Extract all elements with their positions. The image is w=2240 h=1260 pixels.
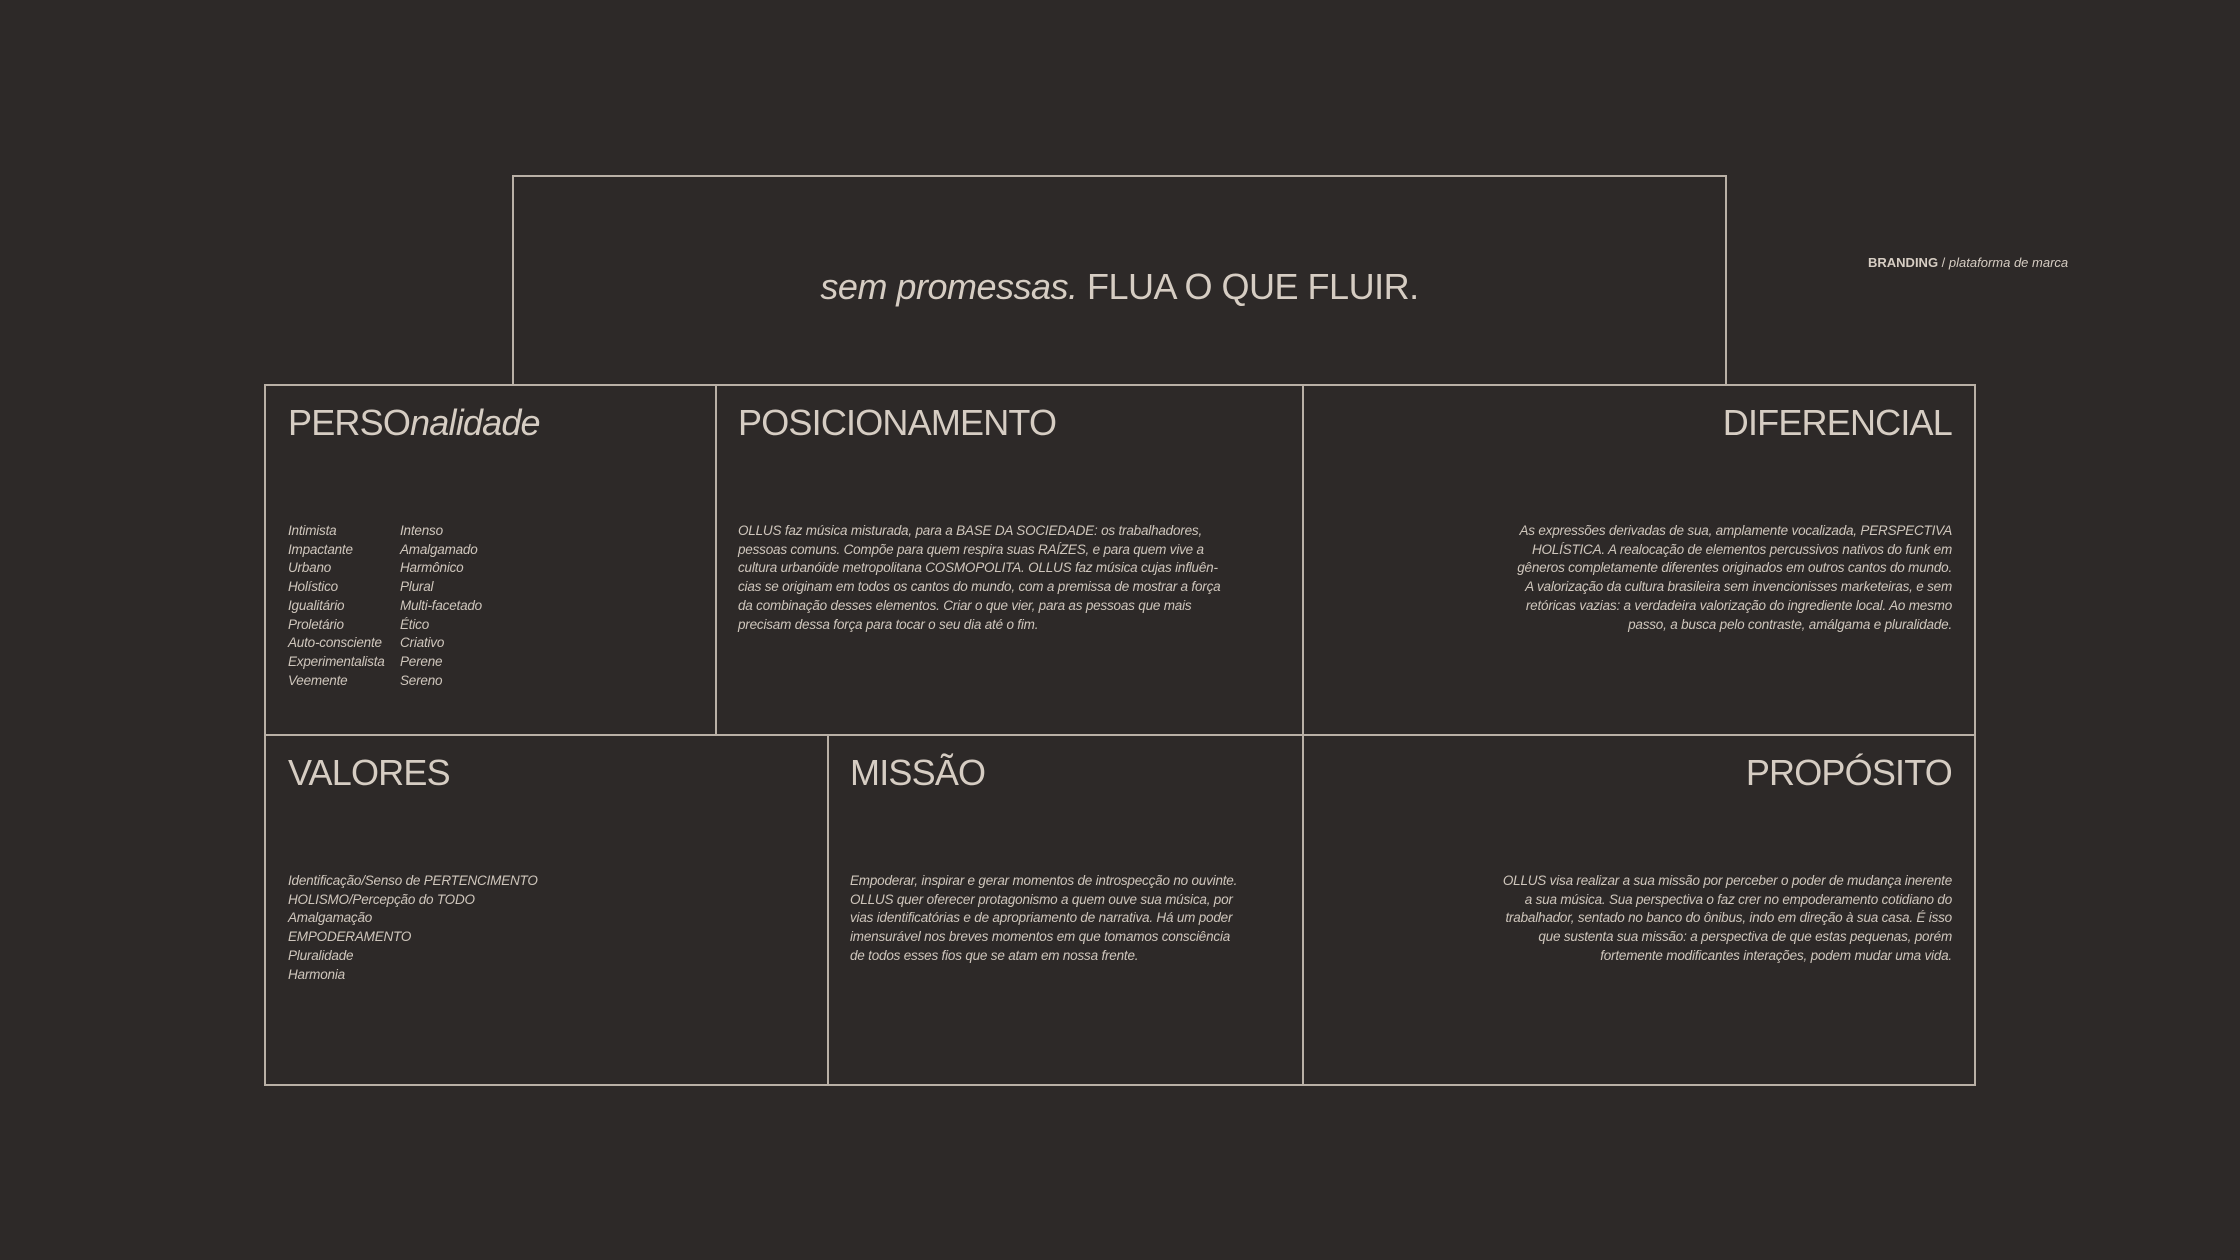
personality-trait: Holístico — [288, 579, 338, 595]
text-line: Empoderar, inspirar e gerar momentos de introspecção no ouvinte. — [850, 873, 1238, 888]
brand-platform-grid — [264, 384, 1976, 1086]
proposito-title: PROPÓSITO — [1745, 752, 1952, 793]
personality-trait: Plural — [400, 579, 434, 595]
diferencial-cell — [1304, 386, 1974, 734]
personality-trait: Veemente — [288, 672, 348, 688]
personality-trait: Igualitário — [288, 597, 345, 613]
missao-cell — [829, 736, 1302, 1084]
text-line: da combinação desses elementos. Criar o que vier, para as pessoas que mais — [738, 597, 1192, 613]
personalidade-traits-col1 — [288, 522, 400, 690]
valores-title: VALORES — [288, 752, 450, 793]
personality-trait: Ético — [400, 616, 430, 632]
value-item: Pluralidade — [288, 947, 354, 963]
tagline-box — [512, 175, 1727, 384]
value-item: EMPODERAMENTO — [288, 929, 412, 945]
text-line: vias identificatórias e de apropriamento de narrativa. Há um poder — [850, 910, 1233, 926]
text-line: A valorização da cultura brasileira sem invencionisses marketeiras, e sem — [1525, 579, 1952, 595]
text-line: cias se originam em todos os cantos do mundo, com a premissa de mostrar a força — [738, 579, 1221, 595]
text-line: OLLUS faz música misturada, para a BASE DA SOCIEDADE: os trabalhadores, — [738, 523, 1203, 538]
missao-title: MISSÃO — [850, 752, 986, 793]
value-item: HOLISMO/Percepção do TODO — [288, 891, 475, 907]
personalidade-traits — [288, 522, 482, 690]
tagline-regular: FLUA O QUE FLUIR. — [1077, 265, 1419, 307]
value-item: Harmonia — [288, 966, 345, 982]
text-line: fortemente modificantes interações, podem mudar uma vida. — [1600, 947, 1952, 963]
personality-trait: Auto-consciente — [288, 635, 382, 651]
proposito-cell — [1304, 736, 1974, 1084]
tagline-italic: sem promessas. — [820, 265, 1078, 307]
breadcrumb — [1868, 255, 2068, 270]
text-line: de todos esses fios que se atam em nossa frente. — [850, 947, 1139, 963]
personalidade-title — [288, 402, 540, 444]
posicionamento-title: POSICIONAMENTO — [738, 402, 1057, 443]
text-line: HOLÍSTICA. A realocação de elementos percussivos nativos do funk em — [1531, 541, 1952, 557]
text-line: imensurável nos breves momentos em que tomamos consciência — [850, 929, 1231, 945]
text-line: que sustenta sua missão: a perspectiva de que estas pequenas, porém — [1538, 929, 1952, 945]
valores-cell — [266, 736, 827, 1084]
personality-trait: Experimentalista — [288, 653, 385, 669]
text-line: OLLUS visa realizar a sua missão por perceber o poder de mudança inerente — [1502, 873, 1952, 888]
personalidade-cell — [266, 386, 715, 734]
text-line: pessoas comuns. Compõe para quem respira suas RAÍZES, e para quem vive a — [738, 541, 1204, 557]
personality-trait: Harmônico — [400, 560, 464, 576]
breadcrumb-separator: / — [1938, 255, 1949, 270]
personalidade-title-upper: PERSO — [288, 402, 411, 443]
text-line: passo, a busca pelo contraste, amálgama e pluralidade. — [1628, 616, 1952, 632]
posicionamento-text — [738, 522, 1220, 634]
personality-trait: Perene — [400, 653, 443, 669]
breadcrumb-page: plataforma de marca — [1948, 255, 2069, 270]
personalidade-traits-col2 — [400, 522, 482, 690]
proposito-text — [1503, 872, 1952, 966]
personality-trait: Intimista — [288, 523, 337, 538]
personality-trait: Urbano — [288, 560, 332, 576]
text-line: retóricas vazias: a verdadeira valorização do ingrediente local. Ao mesmo — [1525, 597, 1952, 613]
personality-trait: Criativo — [400, 635, 445, 651]
text-line: trabalhador, sentado no banco do ônibus, indo em direção à sua casa. É isso — [1505, 910, 1952, 926]
personality-trait: Intenso — [400, 523, 443, 538]
tagline — [820, 266, 1418, 308]
posicionamento-cell — [717, 386, 1302, 734]
value-item: Identificação/Senso de PERTENCIMENTO — [288, 873, 538, 888]
personality-trait: Proletário — [288, 616, 344, 632]
personality-trait: Multi-facetado — [400, 597, 482, 613]
missao-text — [850, 872, 1237, 966]
value-item: Amalgamação — [288, 910, 373, 926]
text-line: As expressões derivadas de sua, amplamente vocalizada, PERSPECTIVA — [1519, 523, 1952, 538]
diferencial-text — [1517, 522, 1952, 634]
breadcrumb-section: BRANDING — [1868, 255, 1939, 270]
personality-trait: Sereno — [400, 672, 443, 688]
text-line: precisam dessa força para tocar o seu dia até o fim. — [738, 616, 1039, 632]
personality-trait: Amalgamado — [400, 541, 478, 557]
valores-list — [288, 872, 538, 984]
text-line: OLLUS quer oferecer protagonismo a quem ouve sua música, por — [850, 891, 1233, 907]
text-line: gêneros completamente diferentes originados em outros cantos do mundo. — [1517, 560, 1952, 576]
personalidade-title-italic: nalidade — [410, 402, 540, 443]
diferencial-title: DIFERENCIAL — [1722, 402, 1952, 443]
text-line: a sua música. Sua perspectiva o faz crer no empoderamento cotidiano do — [1524, 891, 1952, 907]
personality-trait: Impactante — [288, 541, 353, 557]
text-line: cultura urbanóide metropolitana COSMOPOLITA. OLLUS faz música cujas influên- — [738, 560, 1218, 576]
